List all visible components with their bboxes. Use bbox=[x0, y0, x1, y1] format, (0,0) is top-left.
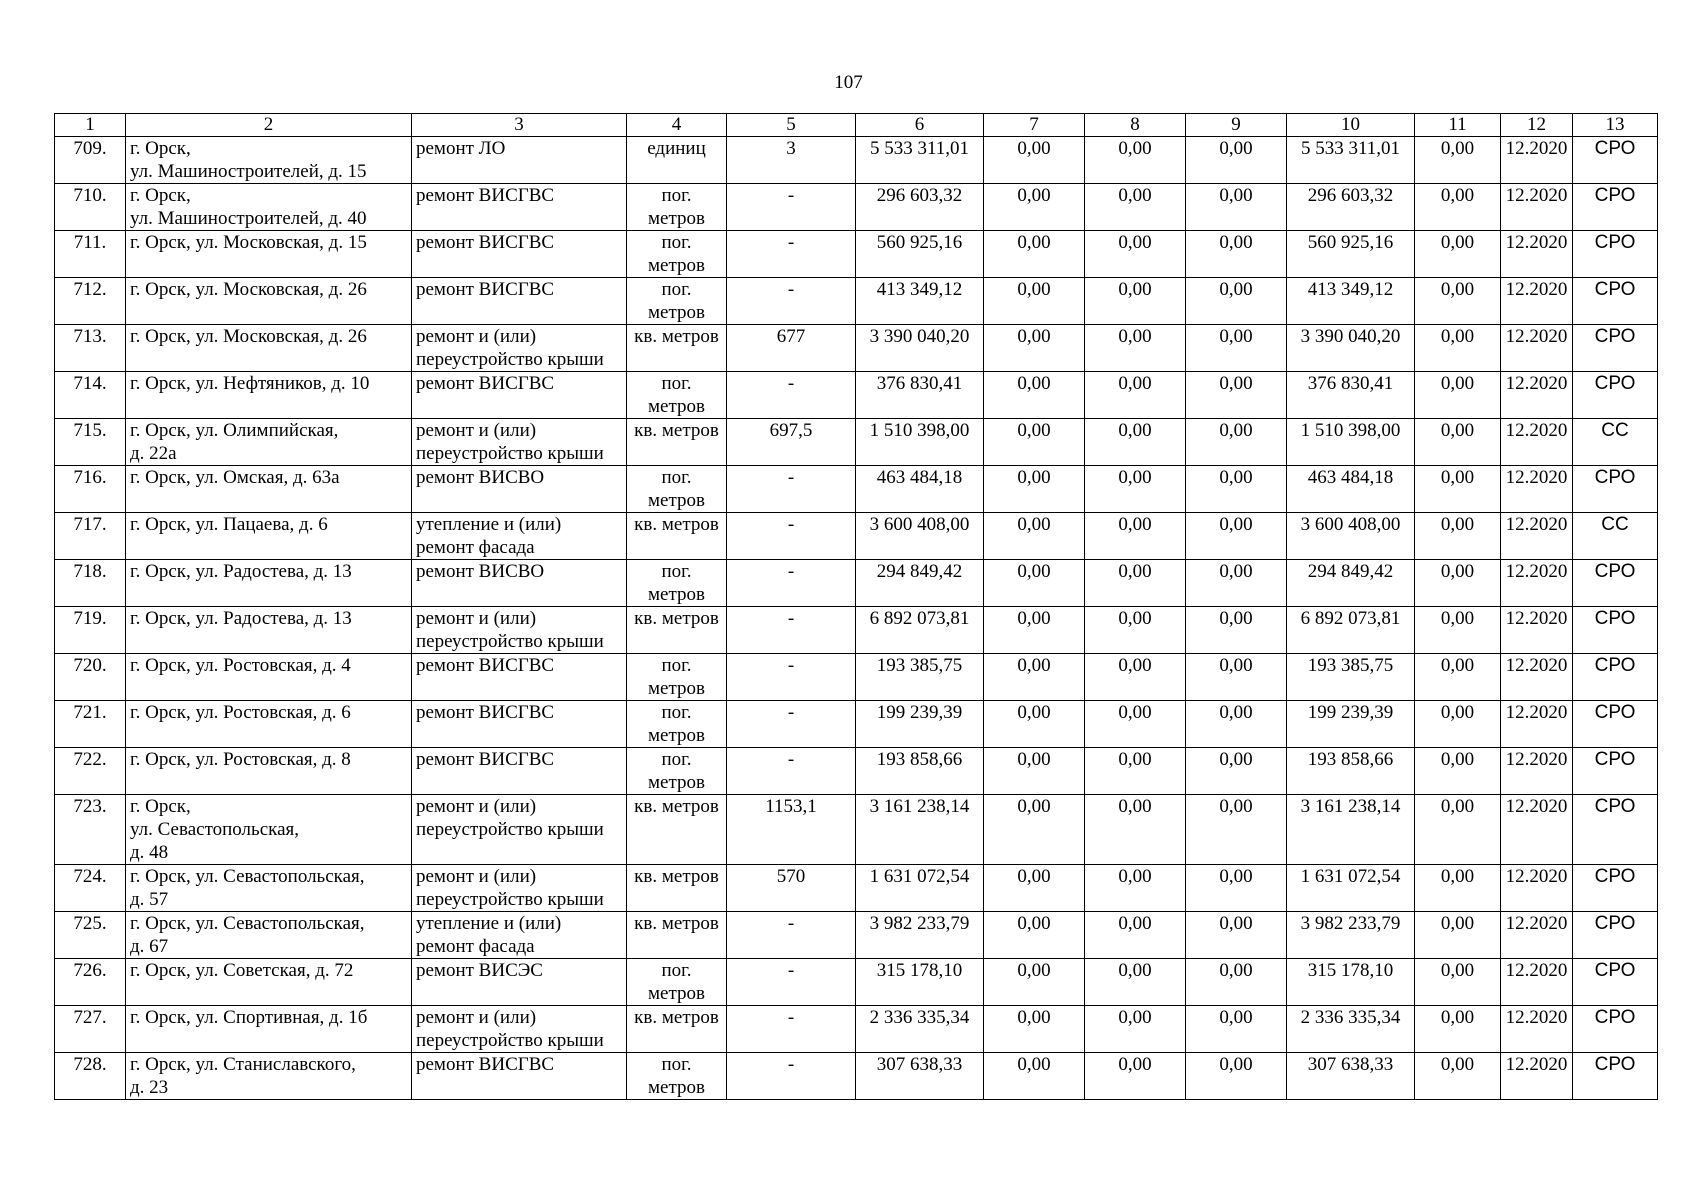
cell-cost-col-11: 0,00 bbox=[1415, 325, 1501, 372]
cell-address: г. Орск, ул. Севастопольская, д. 48 bbox=[126, 795, 412, 865]
cell-address: г. Орск, ул. Омская, д. 63а bbox=[126, 466, 412, 513]
cell-total-cost: 376 830,41 bbox=[856, 372, 984, 419]
cell-total-cost: 307 638,33 bbox=[856, 1053, 984, 1100]
header-row bbox=[55, 114, 1658, 137]
cell-cost-col-7: 0,00 bbox=[984, 137, 1085, 184]
cell-cost-col-7: 0,00 bbox=[984, 1006, 1085, 1053]
cell-funding-method: СРО bbox=[1573, 959, 1658, 1006]
cell-funding-method: СРО bbox=[1573, 1006, 1658, 1053]
cell-total-cost: 6 892 073,81 bbox=[856, 607, 984, 654]
cell-cost-col-11: 0,00 bbox=[1415, 419, 1501, 466]
cell-cost-col-10: 294 849,42 bbox=[1287, 560, 1415, 607]
cell-unit: пог. метров bbox=[627, 654, 727, 701]
cell-completion-date: 12.2020 bbox=[1501, 560, 1573, 607]
cell-address: г. Орск, ул. Машиностроителей, д. 15 bbox=[126, 137, 412, 184]
cell-row-number: 724. bbox=[55, 865, 126, 912]
cell-total-cost: 560 925,16 bbox=[856, 231, 984, 278]
cell-total-cost: 1 510 398,00 bbox=[856, 419, 984, 466]
cell-funding-method: СРО bbox=[1573, 137, 1658, 184]
cell-row-number: 715. bbox=[55, 419, 126, 466]
table-row bbox=[55, 372, 1658, 419]
cell-cost-col-8: 0,00 bbox=[1085, 325, 1186, 372]
col-header-13: 13 bbox=[1573, 114, 1658, 137]
cell-quantity: 677 bbox=[727, 325, 856, 372]
cell-unit: кв. метров bbox=[627, 325, 727, 372]
cell-cost-col-9: 0,00 bbox=[1186, 912, 1287, 959]
cell-cost-col-11: 0,00 bbox=[1415, 959, 1501, 1006]
cell-funding-method: СРО bbox=[1573, 795, 1658, 865]
cell-work-type: ремонт и (или) переустройство крыши bbox=[412, 1006, 627, 1053]
cell-cost-col-11: 0,00 bbox=[1415, 607, 1501, 654]
cell-unit: единиц bbox=[627, 137, 727, 184]
cell-cost-col-9: 0,00 bbox=[1186, 1053, 1287, 1100]
cell-completion-date: 12.2020 bbox=[1501, 1053, 1573, 1100]
cell-cost-col-8: 0,00 bbox=[1085, 1006, 1186, 1053]
cell-cost-col-10: 307 638,33 bbox=[1287, 1053, 1415, 1100]
cell-funding-method: СС bbox=[1573, 513, 1658, 560]
cell-unit: кв. метров bbox=[627, 865, 727, 912]
cell-address: г. Орск, ул. Радостева, д. 13 bbox=[126, 607, 412, 654]
cell-total-cost: 315 178,10 bbox=[856, 959, 984, 1006]
cell-funding-method: СРО bbox=[1573, 607, 1658, 654]
cell-quantity: 1153,1 bbox=[727, 795, 856, 865]
table-row bbox=[55, 912, 1658, 959]
table-row bbox=[55, 137, 1658, 184]
cell-cost-col-8: 0,00 bbox=[1085, 1053, 1186, 1100]
cell-row-number: 719. bbox=[55, 607, 126, 654]
cell-cost-col-9: 0,00 bbox=[1186, 701, 1287, 748]
cell-row-number: 710. bbox=[55, 184, 126, 231]
cell-work-type: ремонт и (или) переустройство крыши bbox=[412, 325, 627, 372]
cell-unit: пог. метров bbox=[627, 184, 727, 231]
cell-work-type: ремонт ВИСГВС bbox=[412, 184, 627, 231]
cell-cost-col-7: 0,00 bbox=[984, 466, 1085, 513]
cell-cost-col-8: 0,00 bbox=[1085, 513, 1186, 560]
cell-quantity: - bbox=[727, 184, 856, 231]
cell-row-number: 721. bbox=[55, 701, 126, 748]
cell-cost-col-7: 0,00 bbox=[984, 1053, 1085, 1100]
table-row bbox=[55, 513, 1658, 560]
cell-cost-col-8: 0,00 bbox=[1085, 137, 1186, 184]
cell-cost-col-10: 3 161 238,14 bbox=[1287, 795, 1415, 865]
cell-unit: кв. метров bbox=[627, 912, 727, 959]
cell-unit: пог. метров bbox=[627, 748, 727, 795]
cell-cost-col-8: 0,00 bbox=[1085, 278, 1186, 325]
col-header-4: 4 bbox=[627, 114, 727, 137]
cell-cost-col-8: 0,00 bbox=[1085, 419, 1186, 466]
cell-cost-col-10: 2 336 335,34 bbox=[1287, 1006, 1415, 1053]
cell-cost-col-11: 0,00 bbox=[1415, 560, 1501, 607]
cell-address: г. Орск, ул. Московская, д. 26 bbox=[126, 278, 412, 325]
cell-total-cost: 463 484,18 bbox=[856, 466, 984, 513]
cell-quantity: - bbox=[727, 372, 856, 419]
cell-cost-col-11: 0,00 bbox=[1415, 231, 1501, 278]
cell-cost-col-7: 0,00 bbox=[984, 231, 1085, 278]
cell-quantity: - bbox=[727, 1053, 856, 1100]
cell-cost-col-11: 0,00 bbox=[1415, 137, 1501, 184]
cell-unit: кв. метров bbox=[627, 607, 727, 654]
cell-cost-col-10: 376 830,41 bbox=[1287, 372, 1415, 419]
cell-cost-col-9: 0,00 bbox=[1186, 466, 1287, 513]
cell-funding-method: СРО bbox=[1573, 231, 1658, 278]
cell-cost-col-7: 0,00 bbox=[984, 865, 1085, 912]
cell-address: г. Орск, ул. Севастопольская, д. 67 bbox=[126, 912, 412, 959]
cell-cost-col-7: 0,00 bbox=[984, 795, 1085, 865]
cell-total-cost: 3 390 040,20 bbox=[856, 325, 984, 372]
cell-cost-col-10: 3 982 233,79 bbox=[1287, 912, 1415, 959]
cell-cost-col-9: 0,00 bbox=[1186, 748, 1287, 795]
cell-funding-method: СРО bbox=[1573, 466, 1658, 513]
col-header-1: 1 bbox=[55, 114, 126, 137]
cell-unit: кв. метров bbox=[627, 419, 727, 466]
col-header-2: 2 bbox=[126, 114, 412, 137]
cell-cost-col-11: 0,00 bbox=[1415, 184, 1501, 231]
col-header-6: 6 bbox=[856, 114, 984, 137]
table-row bbox=[55, 419, 1658, 466]
cell-total-cost: 3 600 408,00 bbox=[856, 513, 984, 560]
cell-quantity: - bbox=[727, 607, 856, 654]
cell-row-number: 717. bbox=[55, 513, 126, 560]
cell-completion-date: 12.2020 bbox=[1501, 231, 1573, 278]
cell-quantity: 3 bbox=[727, 137, 856, 184]
cell-cost-col-11: 0,00 bbox=[1415, 701, 1501, 748]
table-body bbox=[55, 137, 1658, 1100]
cell-funding-method: СРО bbox=[1573, 325, 1658, 372]
cell-cost-col-7: 0,00 bbox=[984, 419, 1085, 466]
table-row bbox=[55, 466, 1658, 513]
cell-cost-col-9: 0,00 bbox=[1186, 278, 1287, 325]
cell-total-cost: 296 603,32 bbox=[856, 184, 984, 231]
cell-unit: пог. метров bbox=[627, 231, 727, 278]
cell-address: г. Орск, ул. Ростовская, д. 4 bbox=[126, 654, 412, 701]
cell-cost-col-10: 193 385,75 bbox=[1287, 654, 1415, 701]
cell-unit: пог. метров bbox=[627, 1053, 727, 1100]
cell-cost-col-7: 0,00 bbox=[984, 278, 1085, 325]
cell-row-number: 714. bbox=[55, 372, 126, 419]
cell-funding-method: СРО bbox=[1573, 1053, 1658, 1100]
cell-cost-col-11: 0,00 bbox=[1415, 513, 1501, 560]
cell-cost-col-10: 413 349,12 bbox=[1287, 278, 1415, 325]
cell-work-type: ремонт и (или) переустройство крыши bbox=[412, 607, 627, 654]
cell-quantity: 570 bbox=[727, 865, 856, 912]
table-row bbox=[55, 701, 1658, 748]
cell-cost-col-8: 0,00 bbox=[1085, 912, 1186, 959]
cell-cost-col-9: 0,00 bbox=[1186, 513, 1287, 560]
cell-quantity: - bbox=[727, 1006, 856, 1053]
cell-funding-method: СРО bbox=[1573, 560, 1658, 607]
cell-cost-col-10: 315 178,10 bbox=[1287, 959, 1415, 1006]
cell-funding-method: СРО bbox=[1573, 912, 1658, 959]
col-header-7: 7 bbox=[984, 114, 1085, 137]
cell-quantity: - bbox=[727, 466, 856, 513]
cell-total-cost: 1 631 072,54 bbox=[856, 865, 984, 912]
table-row bbox=[55, 607, 1658, 654]
cell-total-cost: 193 385,75 bbox=[856, 654, 984, 701]
cell-funding-method: СРО bbox=[1573, 748, 1658, 795]
cell-work-type: ремонт и (или) переустройство крыши bbox=[412, 865, 627, 912]
cell-total-cost: 193 858,66 bbox=[856, 748, 984, 795]
cell-unit: пог. метров bbox=[627, 701, 727, 748]
cell-cost-col-9: 0,00 bbox=[1186, 419, 1287, 466]
cell-funding-method: СС bbox=[1573, 419, 1658, 466]
cell-funding-method: СРО bbox=[1573, 701, 1658, 748]
cell-cost-col-9: 0,00 bbox=[1186, 231, 1287, 278]
table-row bbox=[55, 865, 1658, 912]
cell-cost-col-9: 0,00 bbox=[1186, 795, 1287, 865]
cell-row-number: 727. bbox=[55, 1006, 126, 1053]
cell-cost-col-9: 0,00 bbox=[1186, 372, 1287, 419]
cell-row-number: 720. bbox=[55, 654, 126, 701]
col-header-5: 5 bbox=[727, 114, 856, 137]
cell-cost-col-9: 0,00 bbox=[1186, 137, 1287, 184]
cell-row-number: 718. bbox=[55, 560, 126, 607]
cell-cost-col-11: 0,00 bbox=[1415, 748, 1501, 795]
cell-cost-col-8: 0,00 bbox=[1085, 701, 1186, 748]
table-row bbox=[55, 184, 1658, 231]
cell-unit: пог. метров bbox=[627, 560, 727, 607]
cell-cost-col-8: 0,00 bbox=[1085, 184, 1186, 231]
cell-cost-col-10: 193 858,66 bbox=[1287, 748, 1415, 795]
cell-row-number: 723. bbox=[55, 795, 126, 865]
cell-funding-method: СРО bbox=[1573, 654, 1658, 701]
cell-address: г. Орск, ул. Советская, д. 72 bbox=[126, 959, 412, 1006]
cell-completion-date: 12.2020 bbox=[1501, 607, 1573, 654]
cell-total-cost: 5 533 311,01 bbox=[856, 137, 984, 184]
page-number: 107 bbox=[834, 72, 863, 93]
cell-completion-date: 12.2020 bbox=[1501, 959, 1573, 1006]
cell-cost-col-9: 0,00 bbox=[1186, 325, 1287, 372]
cell-unit: пог. метров bbox=[627, 278, 727, 325]
cell-cost-col-11: 0,00 bbox=[1415, 795, 1501, 865]
cell-total-cost: 294 849,42 bbox=[856, 560, 984, 607]
cell-cost-col-7: 0,00 bbox=[984, 912, 1085, 959]
cell-cost-col-7: 0,00 bbox=[984, 959, 1085, 1006]
cell-unit: кв. метров bbox=[627, 513, 727, 560]
cell-quantity: - bbox=[727, 513, 856, 560]
table-row bbox=[55, 748, 1658, 795]
table-row bbox=[55, 231, 1658, 278]
cell-cost-col-11: 0,00 bbox=[1415, 865, 1501, 912]
cell-funding-method: СРО bbox=[1573, 184, 1658, 231]
col-header-9: 9 bbox=[1186, 114, 1287, 137]
cell-unit: кв. метров bbox=[627, 1006, 727, 1053]
cell-quantity: - bbox=[727, 701, 856, 748]
cell-quantity: - bbox=[727, 748, 856, 795]
cell-cost-col-7: 0,00 bbox=[984, 513, 1085, 560]
cell-cost-col-11: 0,00 bbox=[1415, 466, 1501, 513]
cell-work-type: ремонт ВИСГВС bbox=[412, 654, 627, 701]
cell-row-number: 709. bbox=[55, 137, 126, 184]
cell-address: г. Орск, ул. Московская, д. 15 bbox=[126, 231, 412, 278]
table-row bbox=[55, 795, 1658, 865]
capital-repair-table bbox=[54, 113, 1658, 1100]
cell-address: г. Орск, ул. Нефтяников, д. 10 bbox=[126, 372, 412, 419]
cell-cost-col-8: 0,00 bbox=[1085, 372, 1186, 419]
table-row bbox=[55, 560, 1658, 607]
cell-completion-date: 12.2020 bbox=[1501, 184, 1573, 231]
cell-completion-date: 12.2020 bbox=[1501, 278, 1573, 325]
cell-completion-date: 12.2020 bbox=[1501, 912, 1573, 959]
cell-cost-col-10: 463 484,18 bbox=[1287, 466, 1415, 513]
cell-quantity: - bbox=[727, 912, 856, 959]
cell-cost-col-7: 0,00 bbox=[984, 654, 1085, 701]
cell-row-number: 726. bbox=[55, 959, 126, 1006]
cell-cost-col-9: 0,00 bbox=[1186, 654, 1287, 701]
cell-work-type: ремонт и (или) переустройство крыши bbox=[412, 419, 627, 466]
col-header-3: 3 bbox=[412, 114, 627, 137]
cell-row-number: 712. bbox=[55, 278, 126, 325]
cell-total-cost: 413 349,12 bbox=[856, 278, 984, 325]
cell-funding-method: СРО bbox=[1573, 372, 1658, 419]
cell-address: г. Орск, ул. Ростовская, д. 6 bbox=[126, 701, 412, 748]
cell-funding-method: СРО bbox=[1573, 278, 1658, 325]
cell-cost-col-10: 3 600 408,00 bbox=[1287, 513, 1415, 560]
cell-cost-col-7: 0,00 bbox=[984, 560, 1085, 607]
cell-row-number: 722. bbox=[55, 748, 126, 795]
cell-cost-col-11: 0,00 bbox=[1415, 1006, 1501, 1053]
cell-work-type: ремонт ВИСГВС bbox=[412, 372, 627, 419]
cell-total-cost: 199 239,39 bbox=[856, 701, 984, 748]
cell-work-type: ремонт ВИСВО bbox=[412, 560, 627, 607]
cell-work-type: ремонт ВИСГВС bbox=[412, 748, 627, 795]
col-header-11: 11 bbox=[1415, 114, 1501, 137]
cell-cost-col-7: 0,00 bbox=[984, 748, 1085, 795]
cell-quantity: - bbox=[727, 560, 856, 607]
cell-completion-date: 12.2020 bbox=[1501, 419, 1573, 466]
cell-cost-col-11: 0,00 bbox=[1415, 1053, 1501, 1100]
cell-completion-date: 12.2020 bbox=[1501, 372, 1573, 419]
cell-cost-col-10: 199 239,39 bbox=[1287, 701, 1415, 748]
table-row bbox=[55, 959, 1658, 1006]
cell-work-type: ремонт ВИСГВС bbox=[412, 278, 627, 325]
cell-unit: пог. метров bbox=[627, 372, 727, 419]
cell-cost-col-10: 6 892 073,81 bbox=[1287, 607, 1415, 654]
cell-work-type: ремонт ВИСГВС bbox=[412, 701, 627, 748]
cell-total-cost: 3 982 233,79 bbox=[856, 912, 984, 959]
cell-cost-col-9: 0,00 bbox=[1186, 184, 1287, 231]
cell-cost-col-8: 0,00 bbox=[1085, 231, 1186, 278]
col-header-10: 10 bbox=[1287, 114, 1415, 137]
cell-cost-col-10: 1 631 072,54 bbox=[1287, 865, 1415, 912]
cell-cost-col-7: 0,00 bbox=[984, 372, 1085, 419]
cell-work-type: ремонт и (или) переустройство крыши bbox=[412, 795, 627, 865]
cell-completion-date: 12.2020 bbox=[1501, 325, 1573, 372]
cell-address: г. Орск, ул. Станиславского, д. 23 bbox=[126, 1053, 412, 1100]
cell-cost-col-8: 0,00 bbox=[1085, 560, 1186, 607]
cell-total-cost: 3 161 238,14 bbox=[856, 795, 984, 865]
cell-address: г. Орск, ул. Московская, д. 26 bbox=[126, 325, 412, 372]
cell-cost-col-8: 0,00 bbox=[1085, 865, 1186, 912]
cell-quantity: - bbox=[727, 231, 856, 278]
cell-cost-col-7: 0,00 bbox=[984, 184, 1085, 231]
cell-address: г. Орск, ул. Спортивная, д. 1б bbox=[126, 1006, 412, 1053]
cell-quantity: - bbox=[727, 654, 856, 701]
cell-row-number: 716. bbox=[55, 466, 126, 513]
cell-cost-col-7: 0,00 bbox=[984, 325, 1085, 372]
cell-unit: пог. метров bbox=[627, 959, 727, 1006]
cell-address: г. Орск, ул. Машиностроителей, д. 40 bbox=[126, 184, 412, 231]
cell-cost-col-7: 0,00 bbox=[984, 607, 1085, 654]
table-row bbox=[55, 1006, 1658, 1053]
cell-work-type: ремонт ЛО bbox=[412, 137, 627, 184]
cell-cost-col-8: 0,00 bbox=[1085, 654, 1186, 701]
cell-work-type: ремонт ВИСЭС bbox=[412, 959, 627, 1006]
cell-cost-col-9: 0,00 bbox=[1186, 865, 1287, 912]
cell-completion-date: 12.2020 bbox=[1501, 701, 1573, 748]
cell-work-type: ремонт ВИСГВС bbox=[412, 231, 627, 278]
cell-cost-col-11: 0,00 bbox=[1415, 912, 1501, 959]
cell-cost-col-10: 296 603,32 bbox=[1287, 184, 1415, 231]
cell-cost-col-9: 0,00 bbox=[1186, 1006, 1287, 1053]
cell-cost-col-8: 0,00 bbox=[1085, 466, 1186, 513]
cell-total-cost: 2 336 335,34 bbox=[856, 1006, 984, 1053]
cell-funding-method: СРО bbox=[1573, 865, 1658, 912]
cell-cost-col-10: 5 533 311,01 bbox=[1287, 137, 1415, 184]
table-row bbox=[55, 1053, 1658, 1100]
cell-cost-col-8: 0,00 bbox=[1085, 795, 1186, 865]
cell-address: г. Орск, ул. Олимпийская, д. 22а bbox=[126, 419, 412, 466]
cell-completion-date: 12.2020 bbox=[1501, 1006, 1573, 1053]
cell-row-number: 711. bbox=[55, 231, 126, 278]
cell-completion-date: 12.2020 bbox=[1501, 513, 1573, 560]
cell-cost-col-9: 0,00 bbox=[1186, 560, 1287, 607]
cell-completion-date: 12.2020 bbox=[1501, 795, 1573, 865]
cell-cost-col-9: 0,00 bbox=[1186, 959, 1287, 1006]
cell-cost-col-10: 1 510 398,00 bbox=[1287, 419, 1415, 466]
cell-completion-date: 12.2020 bbox=[1501, 865, 1573, 912]
cell-address: г. Орск, ул. Ростовская, д. 8 bbox=[126, 748, 412, 795]
cell-cost-col-8: 0,00 bbox=[1085, 748, 1186, 795]
cell-address: г. Орск, ул. Радостева, д. 13 bbox=[126, 560, 412, 607]
cell-row-number: 728. bbox=[55, 1053, 126, 1100]
cell-completion-date: 12.2020 bbox=[1501, 748, 1573, 795]
table-row bbox=[55, 325, 1658, 372]
cell-cost-col-11: 0,00 bbox=[1415, 372, 1501, 419]
cell-cost-col-8: 0,00 bbox=[1085, 607, 1186, 654]
cell-work-type: утепление и (или) ремонт фасада bbox=[412, 912, 627, 959]
cell-cost-col-9: 0,00 bbox=[1186, 607, 1287, 654]
cell-work-type: ремонт ВИСГВС bbox=[412, 1053, 627, 1100]
cell-unit: пог. метров bbox=[627, 466, 727, 513]
cell-unit: кв. метров bbox=[627, 795, 727, 865]
cell-cost-col-8: 0,00 bbox=[1085, 959, 1186, 1006]
cell-quantity: - bbox=[727, 278, 856, 325]
col-header-12: 12 bbox=[1501, 114, 1573, 137]
cell-work-type: утепление и (или) ремонт фасада bbox=[412, 513, 627, 560]
cell-quantity: - bbox=[727, 959, 856, 1006]
cell-row-number: 725. bbox=[55, 912, 126, 959]
table-row bbox=[55, 654, 1658, 701]
table-row bbox=[55, 278, 1658, 325]
col-header-8: 8 bbox=[1085, 114, 1186, 137]
cell-address: г. Орск, ул. Пацаева, д. 6 bbox=[126, 513, 412, 560]
cell-cost-col-11: 0,00 bbox=[1415, 278, 1501, 325]
cell-cost-col-11: 0,00 bbox=[1415, 654, 1501, 701]
cell-cost-col-10: 560 925,16 bbox=[1287, 231, 1415, 278]
cell-work-type: ремонт ВИСВО bbox=[412, 466, 627, 513]
cell-quantity: 697,5 bbox=[727, 419, 856, 466]
cell-completion-date: 12.2020 bbox=[1501, 466, 1573, 513]
cell-cost-col-10: 3 390 040,20 bbox=[1287, 325, 1415, 372]
cell-completion-date: 12.2020 bbox=[1501, 654, 1573, 701]
cell-address: г. Орск, ул. Севастопольская, д. 57 bbox=[126, 865, 412, 912]
cell-completion-date: 12.2020 bbox=[1501, 137, 1573, 184]
cell-row-number: 713. bbox=[55, 325, 126, 372]
cell-cost-col-7: 0,00 bbox=[984, 701, 1085, 748]
